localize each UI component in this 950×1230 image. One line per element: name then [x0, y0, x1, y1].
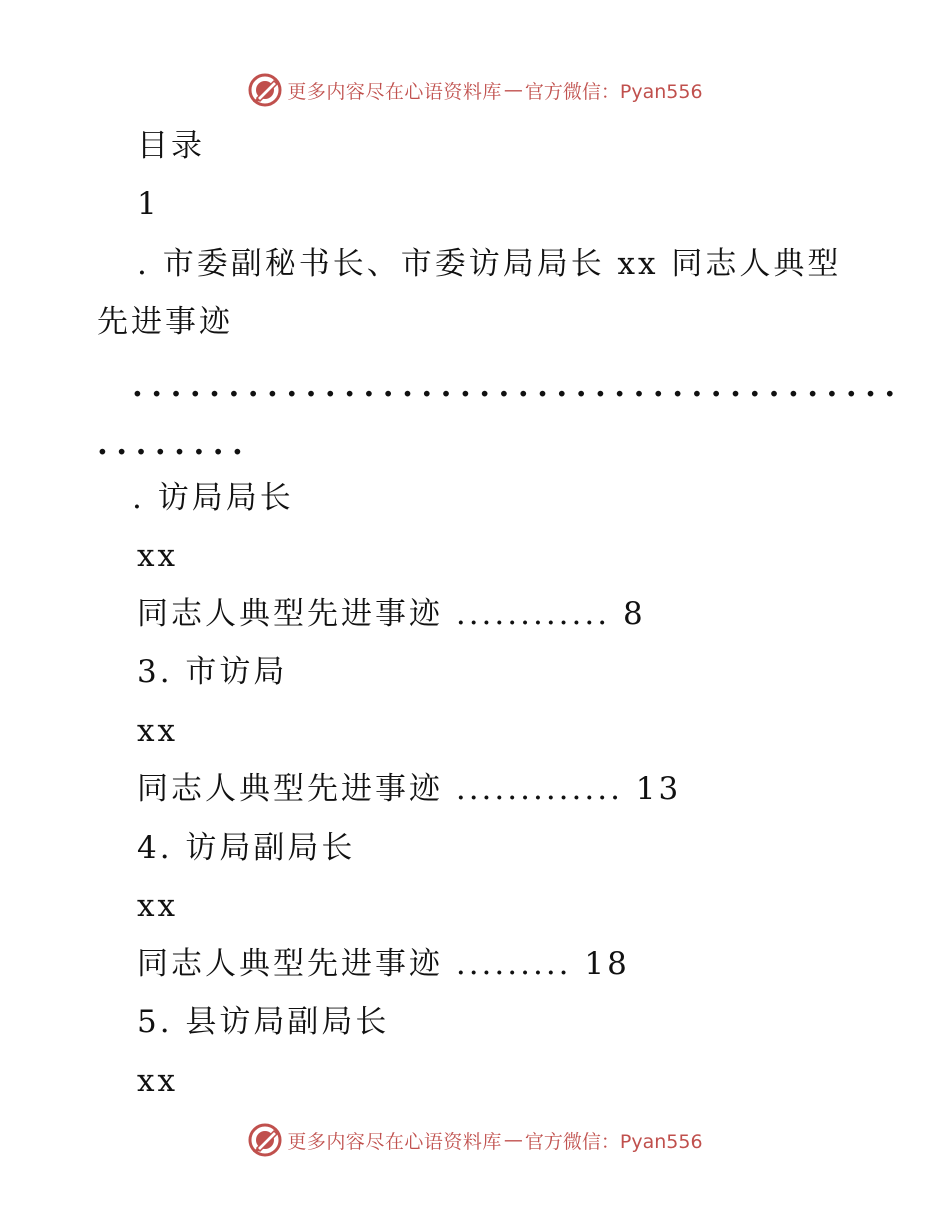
toc-entry-1-leader-cont: ........ — [97, 426, 252, 462]
toc-entry-4-name: xx — [137, 888, 178, 924]
toc-entry-2-title: . 访局局长 — [132, 480, 294, 516]
watermark-text: 更多内容尽在心语资料库 — [287, 1130, 502, 1153]
toc-entry-3-title: 3. 市访局 — [137, 654, 288, 690]
toc-entry-1-title: . 市委副秘书长、市委访局局长 xx 同志人典型 — [137, 246, 842, 282]
toc-entry-3-name: xx — [137, 713, 178, 749]
pen-logo-icon — [247, 72, 283, 108]
watermark-wechat: 官方微信：Pyan556 — [524, 80, 703, 103]
toc-entry-4-page: 同志人典型先进事迹 ......... 18 — [137, 946, 630, 982]
toc-entry-1-title-cont: 先进事迹 — [97, 304, 233, 340]
footer-watermark — [0, 1120, 950, 1160]
toc-entry-5-title: 5. 县访局副局长 — [137, 1004, 390, 1040]
watermark-dash: — — [503, 1129, 523, 1151]
toc-entry-4-title: 4. 访局副局长 — [137, 830, 356, 866]
toc-entry-1-number: 1 — [137, 186, 160, 222]
pen-logo-icon — [247, 1122, 283, 1158]
toc-entry-3-page: 同志人典型先进事迹 ............. 13 — [137, 771, 682, 807]
header-watermark — [0, 70, 950, 110]
watermark-text: 更多内容尽在心语资料库 — [287, 80, 502, 103]
toc-title: 目录 — [137, 128, 205, 164]
toc-entry-2-name: xx — [137, 538, 178, 574]
toc-entry-1-leader: ........................................ — [132, 368, 904, 404]
toc-entry-5-name: xx — [137, 1063, 178, 1099]
watermark-wechat: 官方微信：Pyan556 — [524, 1130, 703, 1153]
toc-entry-2-page: 同志人典型先进事迹 ............ 8 — [137, 596, 646, 632]
watermark-dash: — — [503, 79, 523, 101]
